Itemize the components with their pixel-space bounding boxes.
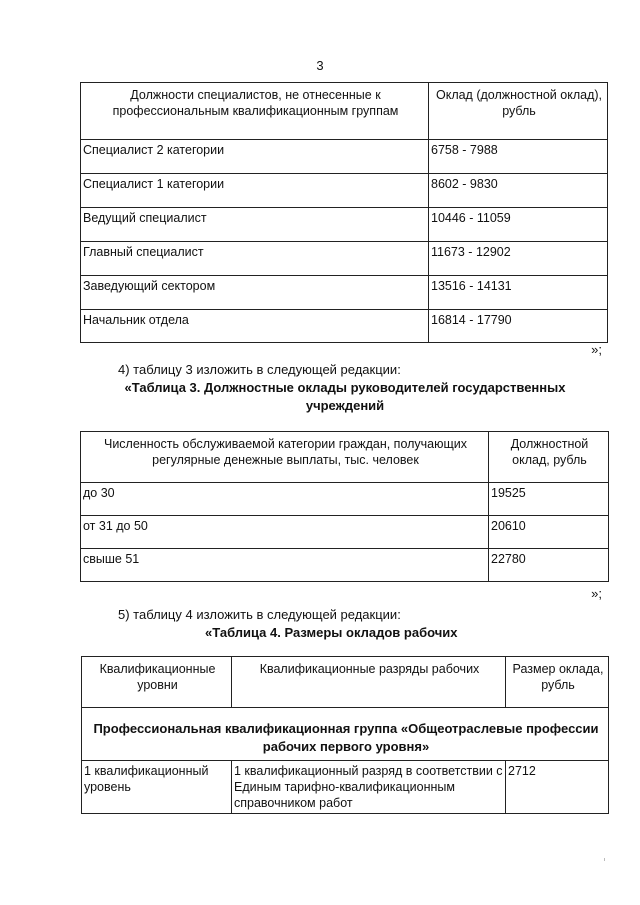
table-4-title: «Таблица 4. Размеры окладов рабочих	[205, 625, 458, 640]
table-row	[81, 310, 608, 343]
table-workers	[81, 656, 609, 814]
page-number: 3	[316, 58, 324, 73]
table-3-title: «Таблица 3. Должностные оклады руководителей государственных учреждений	[124, 380, 566, 413]
header-salary: Должностной оклад, рубль	[489, 432, 609, 483]
salary-cell: 6758 - 7988	[429, 140, 608, 174]
position-cell: Ведущий специалист	[81, 208, 429, 242]
scan-mark	[604, 858, 605, 861]
table-heads	[80, 431, 609, 582]
group-title: Профессиональная квалификационная группа «Общеотраслевые профессии рабочих первого уровня»	[82, 708, 609, 761]
table-row	[81, 174, 608, 208]
salary-cell: 11673 - 12902	[429, 242, 608, 276]
table-row	[81, 516, 609, 549]
position-cell: Главный специалист	[81, 242, 429, 276]
salary-cell: 20610	[489, 516, 609, 549]
group-row	[82, 708, 609, 761]
table-header-row	[82, 657, 609, 708]
position-cell: Специалист 2 категории	[81, 140, 429, 174]
table-header-row	[81, 83, 608, 140]
position-cell: Начальник отдела	[81, 310, 429, 343]
header-qualification-grades: Квалификационные разряды рабочих	[232, 657, 506, 708]
salary-cell: 2712	[506, 761, 609, 814]
item-4-text: 4) таблицу 3 изложить в следующей редакции:	[118, 362, 401, 377]
header-population: Численность обслуживаемой категории граждан, получающих регулярные денежные выплаты, тыс. человек	[81, 432, 489, 483]
position-cell: Специалист 1 категории	[81, 174, 429, 208]
table-row	[82, 761, 609, 814]
item-5-text: 5) таблицу 4 изложить в следующей редакции:	[118, 607, 401, 622]
salary-cell: 19525	[489, 483, 609, 516]
header-position: Должности специалистов, не отнесенные к профессиональным квалификационным группам	[81, 83, 429, 140]
closing-quote: »;	[591, 586, 602, 601]
table-row	[81, 208, 608, 242]
header-salary: Оклад (должностной оклад), рубль	[429, 83, 608, 140]
population-cell: до 30	[81, 483, 489, 516]
table-header-row	[81, 432, 609, 483]
population-cell: от 31 до 50	[81, 516, 489, 549]
salary-cell: 13516 - 14131	[429, 276, 608, 310]
header-salary: Размер оклада, рубль	[506, 657, 609, 708]
table-specialists	[80, 82, 608, 343]
table-row	[81, 242, 608, 276]
salary-cell: 16814 - 17790	[429, 310, 608, 343]
qualification-level-cell: 1 квалификационный уровень	[82, 761, 232, 814]
salary-cell: 8602 - 9830	[429, 174, 608, 208]
qualification-grade-cell: 1 квалификационный разряд в соответствии с Единым тарифно-квалификационным справочником работ	[232, 761, 506, 814]
header-qualification-level: Квалификационные уровни	[82, 657, 232, 708]
position-cell: Заведующий сектором	[81, 276, 429, 310]
closing-quote: »;	[591, 342, 602, 357]
salary-cell: 22780	[489, 549, 609, 582]
table-row	[81, 276, 608, 310]
population-cell: свыше 51	[81, 549, 489, 582]
table-row	[81, 549, 609, 582]
salary-cell: 10446 - 11059	[429, 208, 608, 242]
table-row	[81, 483, 609, 516]
table-row	[81, 140, 608, 174]
